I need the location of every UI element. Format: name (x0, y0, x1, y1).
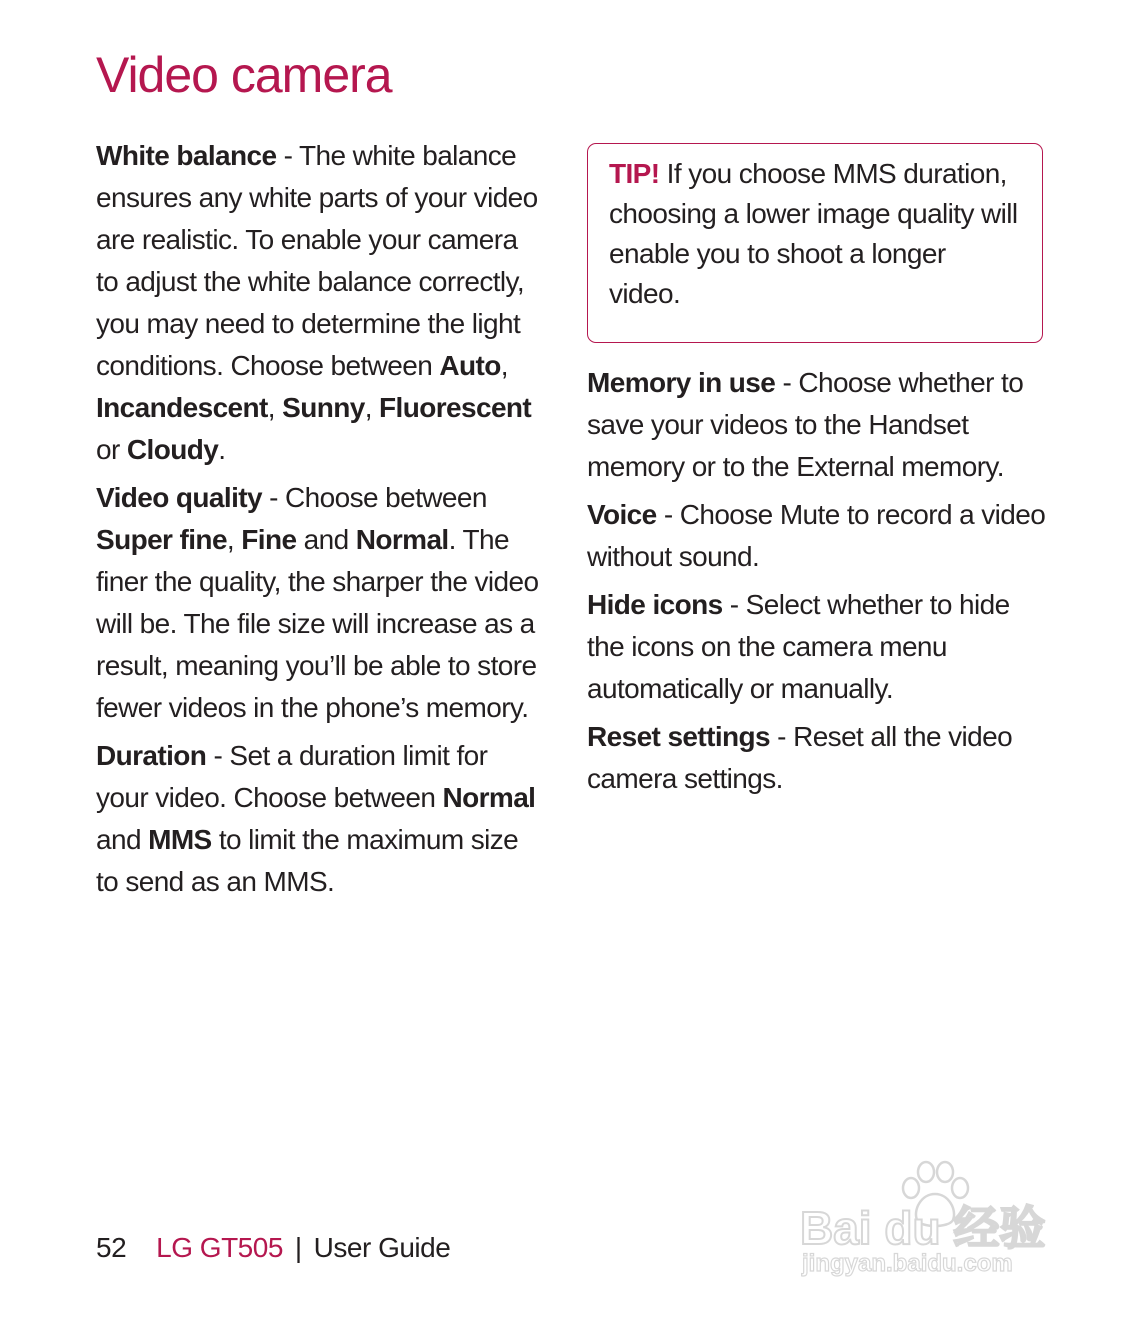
footer-brand: LG GT505 (156, 1232, 283, 1263)
option-normal: Normal (355, 524, 449, 555)
separator: , (364, 392, 380, 423)
left-column (96, 135, 546, 909)
voice-text: - Choose Mute to record a video without sound. (587, 499, 1046, 572)
hide-icons-term: Hide icons (587, 589, 723, 620)
separator: , (226, 524, 242, 555)
duration-term: Duration (96, 740, 207, 771)
video-quality-text-2: . The finer the quality, the sharper the video will be. The file size will increase as a result, meaning you’ll be able to store fewer videos in the phone’s memory. (96, 524, 539, 723)
page-footer (96, 1226, 450, 1270)
video-quality-paragraph (96, 477, 546, 729)
separator: , (500, 350, 508, 381)
tip-box (587, 143, 1043, 343)
page-number: 52 (96, 1232, 127, 1263)
reset-settings-term: Reset settings (587, 721, 770, 752)
option-fluorescent: Fluorescent (379, 392, 532, 423)
footer-separator: | (294, 1232, 302, 1263)
footer-guide: User Guide (313, 1232, 451, 1263)
baidu-watermark (800, 1150, 1070, 1290)
separator: . (218, 434, 226, 465)
separator: , (267, 392, 283, 423)
white-balance-text: - The white balance ensures any white parts of your video are realistic. To enable your camera to adjust the white balance correctly, you may need to determine the light conditions. Choose between (96, 140, 538, 381)
video-quality-text: - Choose between (261, 482, 487, 513)
duration-text-2: to limit the maximum size to send as an MMS. (96, 824, 519, 897)
voice-paragraph (587, 494, 1047, 578)
hide-icons-text: - Select whether to hide the icons on the camera menu automatically or manually. (587, 589, 1010, 704)
memory-in-use-text: - Choose whether to save your videos to the Handset memory or to the External memory. (587, 367, 1024, 482)
hide-icons-paragraph (587, 584, 1047, 710)
duration-paragraph (96, 735, 546, 903)
option-normal-duration: Normal (442, 782, 536, 813)
voice-term: Voice (587, 499, 657, 530)
option-cloudy: Cloudy (126, 434, 219, 465)
option-fine: Fine (241, 524, 297, 555)
white-balance-paragraph (96, 135, 546, 471)
option-sunny: Sunny (282, 392, 365, 423)
video-quality-term: Video quality (96, 482, 262, 513)
tip-text (609, 154, 1020, 314)
option-incandescent: Incandescent (96, 392, 268, 423)
reset-settings-paragraph (587, 716, 1047, 800)
white-balance-term: White balance (96, 140, 277, 171)
memory-in-use-paragraph (587, 362, 1047, 488)
option-super-fine: Super fine (96, 524, 227, 555)
separator: and (96, 824, 149, 855)
page-title: Video camera (96, 47, 392, 103)
option-mms: MMS (148, 824, 212, 855)
tip-label: TIP! (609, 158, 660, 189)
watermark-domain: jingyan.baidu.com (802, 1250, 1013, 1277)
right-column (587, 362, 1047, 806)
reset-settings-text: - Reset all the video camera settings. (587, 721, 1013, 794)
tip-body: If you choose MMS duration, choosing a lower image quality will enable you to shoot a longer video. (609, 158, 1018, 309)
duration-text: - Set a duration limit for your video. Choose between (96, 740, 488, 813)
watermark-brand: Bai du 经验 (800, 1202, 1046, 1254)
separator: or (96, 434, 127, 465)
separator: and (296, 524, 356, 555)
memory-in-use-term: Memory in use (587, 367, 776, 398)
option-auto: Auto (439, 350, 501, 381)
